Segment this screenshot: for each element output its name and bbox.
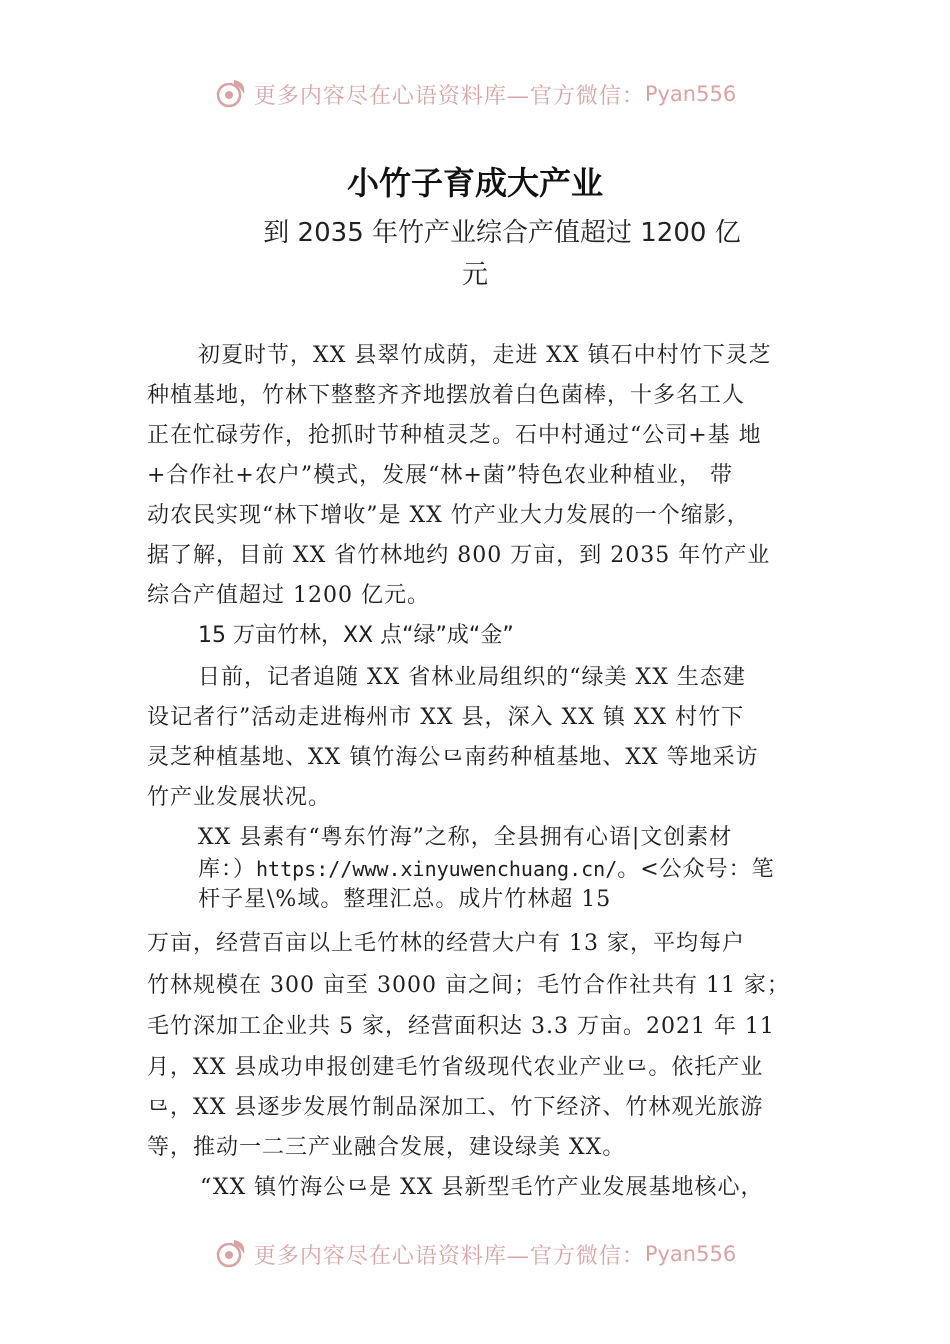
body-line: XX 县素有“粤东竹海”之称，全县拥有心语|文创素材 [198,825,733,850]
brand-logo-icon [214,1236,250,1272]
body-line: 综合产值超过 1200 亿元。 [147,583,430,608]
body-line: 正在忙碌劳作，抢抓时节种植灵芝。石中村通过“公司+基 地 [147,423,762,448]
body-line: 等，推动一二三产业融合发展，建设绿美 XX。 [147,1135,626,1160]
section-heading: 15 万亩竹林，XX 点“绿”成“金” [198,623,514,648]
subtitle-line-1: 到 2035 年竹产业综合产值超过 1200 亿 [263,218,741,248]
watermark-text: 更多内容尽在心语资料库—官方微信： [253,1243,645,1269]
body-line: 灵芝种植基地、XX 镇竹海公⺋南药种植基地、XX 等地采访 [147,745,759,770]
watermark-banner-bottom [0,1232,950,1276]
brand-logo-icon [214,76,250,112]
body-line: 动农民实现“林下增收”是 XX 竹产业大力发展的一个缩影， [147,503,750,528]
body-text: 。<公众号：笔 [617,857,775,882]
body-line: 种植基地，竹林下整整齐齐地摆放着白色菌棒，十多名工人 [147,383,746,408]
body-line: 竹林规模在 300 亩至 3000 亩之间；毛竹合作社共有 11 家； [147,973,790,998]
watermark-wechat-id: Pyan556 [644,1242,737,1266]
watermark-banner-top [0,72,950,116]
body-line: 设记者行”活动走进梅州市 XX 县，深入 XX 镇 XX 村竹下 [147,705,745,730]
body-line: 初夏时节，XX 县翠竹成荫，走进 XX 镇石中村竹下灵芝 [198,343,772,368]
body-line: “XX 镇竹海公⺋是 XX 县新型毛竹产业发展基地核心， [200,1175,764,1200]
article-subtitle [0,212,950,296]
body-line: 据了解，目前 XX 省竹林地约 800 万亩，到 2035 年竹产业 [147,543,771,568]
body-line: 杆子星\%域。整理汇总。成片竹林超 15 [198,887,612,912]
body-line: +合作社+农户”模式，发展“林+菌”特色农业种植业， 带 [147,463,734,488]
subtitle-line-2: 元 [461,260,488,290]
watermark-wechat-id: Pyan556 [644,82,737,106]
body-line: 竹产业发展状况。 [147,785,332,810]
body-line: 万亩，经营百亩以上毛竹林的经营大户有 13 家，平均每户 [147,931,745,956]
body-text: 库：） [198,857,257,882]
body-line: 毛竹深加工企业共 5 家，经营面积达 3.3 万亩。2021 年 11 [147,1014,775,1039]
body-line: 日前，记者追随 XX 省林业局组织的“绿美 XX 生态建 [198,665,746,690]
website-link[interactable]: https://www.xinyuwenchuang.cn/ [256,857,618,881]
body-line: 月，XX 县成功申报创建毛竹省级现代农业产业⺋。依托产业 [147,1055,764,1080]
watermark-text: 更多内容尽在心语资料库—官方微信： [253,83,645,109]
article-title: 小竹子育成大产业 [346,164,603,202]
body-line: ⺋，XX 县逐步发展竹制品深加工、竹下经济、竹林观光旅游 [147,1095,764,1120]
